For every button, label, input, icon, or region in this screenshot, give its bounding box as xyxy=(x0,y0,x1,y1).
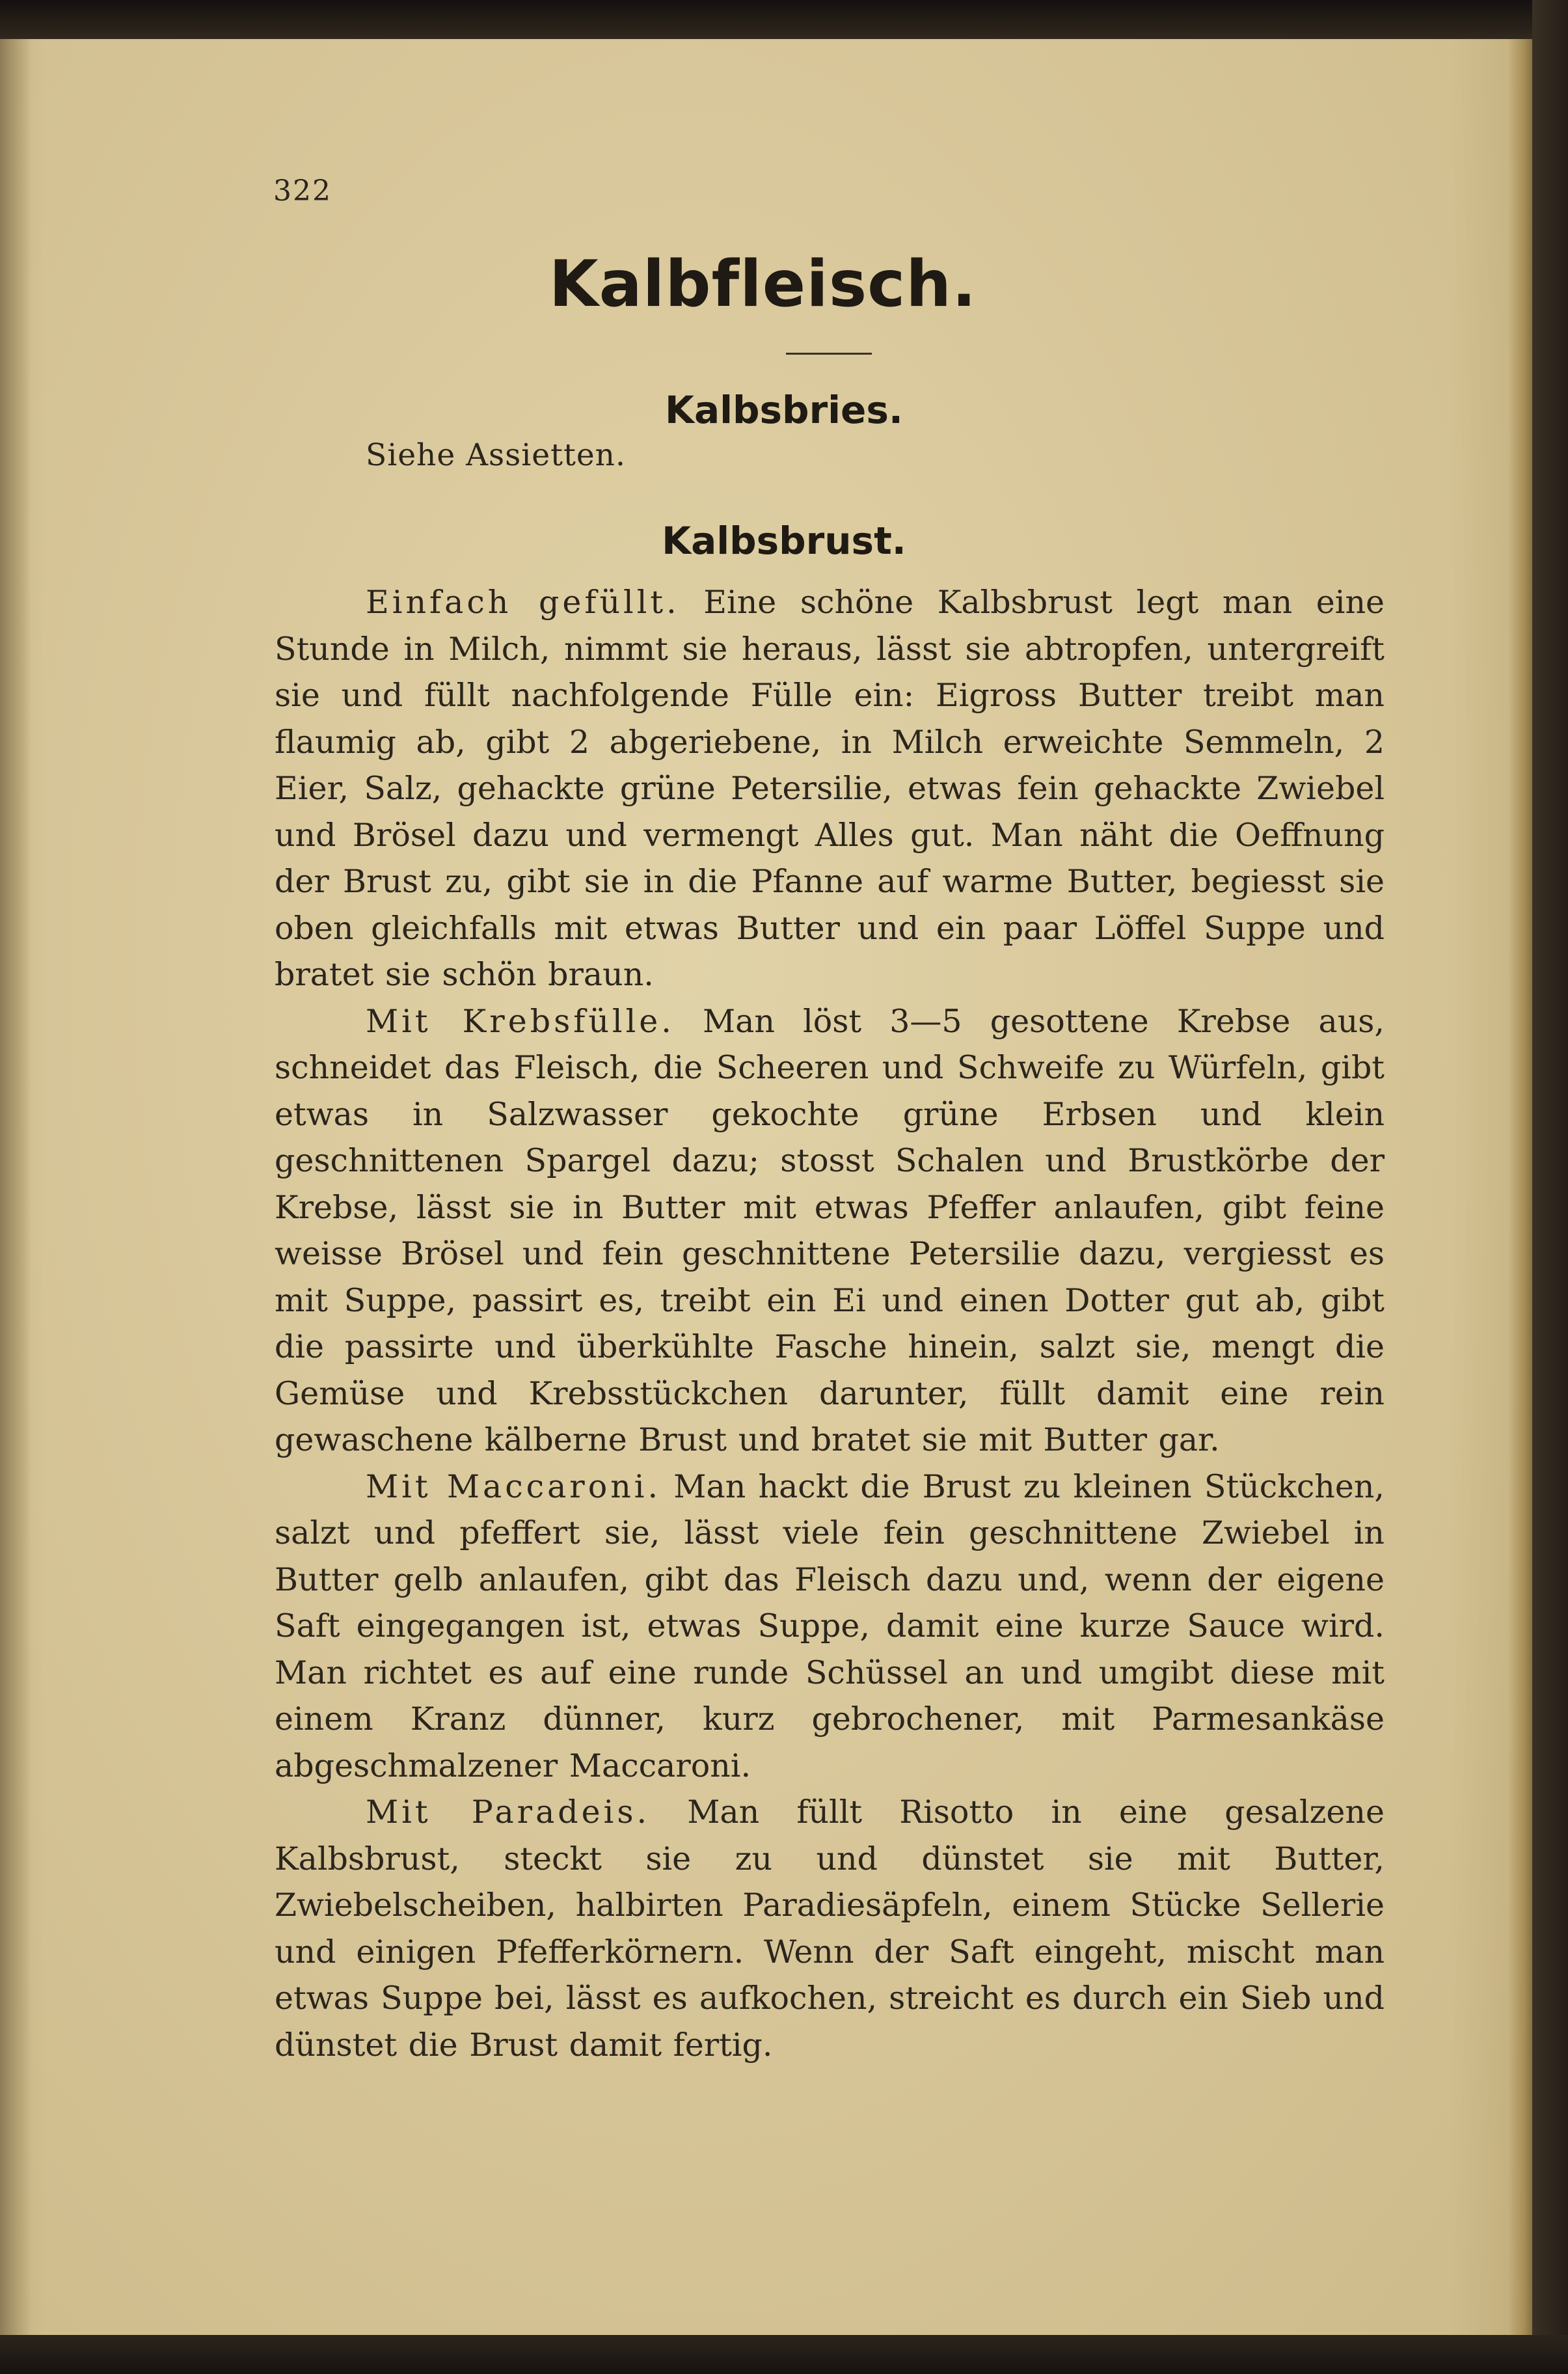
scan-right-edge xyxy=(1532,0,1568,2374)
title-divider xyxy=(786,353,872,355)
page-fore-edge xyxy=(1508,39,1534,2340)
cross-reference: Siehe Assietten. xyxy=(366,437,626,473)
page-number: 322 xyxy=(273,174,332,208)
recipe-paragraph-krebsfuelle xyxy=(275,998,1385,1464)
recipe-paragraph-paradeis xyxy=(275,1789,1385,2068)
section-heading-kalbsbrust: Kalbsbrust. xyxy=(662,519,906,563)
section-heading-kalbsbries: Kalbsbries. xyxy=(665,388,903,432)
recipe-lead: Mit Krebsfülle. xyxy=(366,1002,675,1040)
book-gutter xyxy=(0,39,31,2340)
chapter-title: Kalbfleisch. xyxy=(548,247,977,321)
recipe-text: Man hackt die Brust zu kleinen Stückchen, salzt und pfeffert sie, lässt viele fein geschnittene Zwiebel in Butter gelb anlaufen, gibt das Fleisch dazu und, wenn der eigene Saft eingegangen ist, etwas Suppe, damit eine kurze Sauce wird. Man richtet es auf eine runde Schüssel an und umgibt diese mit einem Kranz dünner, kurz gebrochener, mit Parmesankäse abgeschmalzener Maccaroni. xyxy=(275,1467,1385,1784)
recipe-paragraph-einfach xyxy=(275,579,1385,998)
recipe-text: Eine schöne Kalbsbrust legt man eine Stunde in Milch, nimmt sie heraus, lässt sie abtropfen, untergreift sie und füllt nachfolgende Fülle ein: Eigross Butter treibt man flaumig ab, gibt 2 abgeriebene, in Milch erweichte Semmeln, 2 Eier, Salz, gehackte grüne Petersilie, etwas fein gehackte Zwiebel und Brösel dazu und vermengt Alles gut. Man näht die Oeffnung der Brust zu, gibt sie in die Pfanne auf warme Butter, begiesst sie oben gleichfalls mit etwas Butter und ein paar Löffel Suppe und bratet sie schön braun. xyxy=(275,584,1385,993)
recipe-lead: Mit Maccaroni. xyxy=(366,1467,662,1505)
recipe-text: Man löst 3—5 gesottene Krebse aus, schneidet das Fleisch, die Scheeren und Schweife zu Würfeln, gibt etwas in Salzwasser gekochte grüne Erbsen und klein geschnittenen Spargel dazu; stosst Schalen und Brustkörbe der Krebse, lässt sie in Butter mit etwas Pfeffer anlaufen, gibt feine weisse Brösel und fein geschnittene Petersilie dazu, vergiesst es mit Suppe, passirt es, treibt ein Ei und einen Dotter gut ab, gibt die passirte und überkühlte Fasche hinein, salzt sie, mengt die Gemüse und Krebsstückchen darunter, füllt damit eine rein gewaschene kälberne Brust und bratet sie mit Butter gar. xyxy=(275,1002,1385,1458)
recipe-paragraph-maccaroni xyxy=(275,1464,1385,1790)
recipe-lead: Einfach gefüllt. xyxy=(366,584,680,621)
scan-bottom-edge xyxy=(0,2335,1568,2374)
recipe-body xyxy=(275,579,1385,2068)
recipe-text: Man füllt Risotto in eine gesalzene Kalbsbrust, steckt sie zu und dünstet sie mit Butter, Zwiebelscheiben, halbirten Paradiesäpfeln, einem Stücke Sellerie und einigen Pfefferkörnern. Wenn der Saft eingeht, mischt man etwas Suppe bei, lässt es aufkochen, streicht es durch ein Sieb und dünstet die Brust damit fertig. xyxy=(275,1794,1385,2064)
recipe-lead: Mit Paradeis. xyxy=(366,1794,651,1831)
